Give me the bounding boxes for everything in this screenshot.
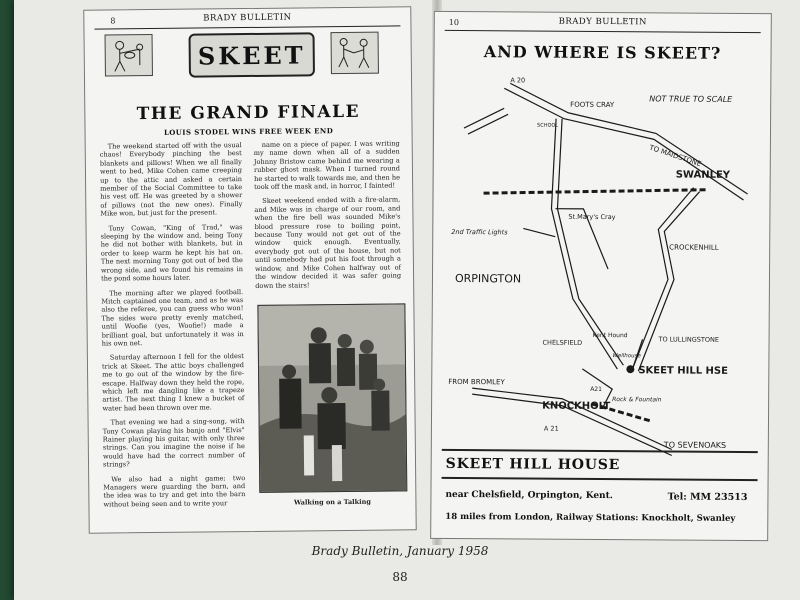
rock-fountain-label: Rock & Fountain [612,396,662,404]
house-distance: 18 miles from London, Railway Stations: Knockholt, Swanley [445,511,736,524]
paragraph: Skeet weekend ended with a fire-alarm, and Mike was in charge of our room, and when the fire bell was sounded Mike's blood pressure rose to boiling point, because Tony would not get out of the window quick enough. Eventually, everybody got out of the house, but not until somebody had put his foot through a window, and Mike Cohen halfway out of the window decided it was safer going down the stairs! [254,195,402,290]
house-address: near Chelsfield, Orpington, Kent. [445,489,613,502]
school-label: SCHOOL [537,122,559,129]
to-sevenoaks-label: TO SEVENOAKS [663,440,727,450]
skeet-hill-marker [626,365,634,373]
road-swanley [638,191,699,371]
a21-lower-label: A 21 [543,424,559,433]
paragraph: We also had a night game; two Managers were guarding the barn, and the idea was to try and get into the barn without being seen and to write your [103,473,246,509]
photo-caption: Walking on a Talking [293,497,371,507]
knockholt-label: KNOCKHOLT [542,400,611,413]
skeet-banner [189,32,315,77]
article-subtitle: LOUIS STODEL WINS FREE WEEK END [163,126,334,137]
bulletin-page-right [430,11,772,541]
paragraph: Tony Cowan, "King of Trad," was sleeping by the window and, being Tony he did not bother with blankets, but in order to keep warm he kept his hat on. The next morning Tony got out of bed the wrong side, and we found his remains in the pond some hours later. [100,222,244,283]
a20-road [504,88,745,200]
paragraph: Saturday afternoon I fell for the oldest trick at Skeet. The attic boys challenged me to go out of the window by the fire-escape. Halfway down they held the rope, which left me dangling like a trapeze artist. The next thing I knew a bucket of water had been thrown over me. [101,352,245,413]
kent-hound-label: Kent Hound [592,331,628,340]
railway-line [484,188,706,195]
running-head: BRADY BULLETIN [203,12,292,24]
traffic-lights-label: 2nd Traffic Lights [451,227,508,237]
orpington-label: ORPINGTON [454,271,522,286]
from-bromley-label: FROM BROMLEY [448,377,505,387]
dancers-cartoon [331,32,379,75]
house-name: SKEET HILL HOUSE [445,455,621,474]
a20-label: A 20 [510,76,526,85]
bulletin-page-left [83,6,416,533]
footer-rule [442,477,758,481]
map-title: AND WHERE IS SKEET? [483,42,722,63]
road-map [442,68,763,460]
crockenhill-label: CROCKENHILL [669,243,719,252]
a21-upper-label: A21 [590,385,602,394]
header-rule [94,25,400,29]
foots-cray-label: FOOTS CRAY [570,100,615,110]
swanley-label: SWANLEY [675,169,731,181]
page-number: 10 [448,17,459,28]
page-number: 8 [110,16,116,26]
paragraph: name on a piece of paper. I was writing my name down when all of a sudden Johnny Bristow came behind me wearing a rubber ghost mask. When I turned round he started to walk towards me, and then he took off the mask and, in horror, I fainted! [253,139,401,191]
road-to-school [464,108,504,128]
header-rule [445,30,761,33]
chelsfield-label: CHELSFIELD [542,338,583,347]
st-marys-cray-label: St.Mary's Cray [568,212,616,222]
banner-title: SKEET [197,39,306,71]
to-maidstone-label: TO MAIDSTONE [648,143,703,169]
book-page-number: 88 [392,570,408,584]
article-title: THE GRAND FINALE [136,101,361,125]
group-photo [257,303,407,493]
road-traffic-lights [523,228,555,236]
article-column-1 [100,141,246,515]
musicians-cartoon [105,34,153,77]
article-column-2 [254,139,402,295]
road-to-school [468,114,508,134]
running-head: BRADY BULLETIN [558,16,647,28]
to-lullingstone-label: TO LULLINGSTONE [658,335,720,344]
not-to-scale-label: NOT TRUE TO SCALE [649,94,733,104]
paragraph: The weekend started off with the usual chaos! Everybody pinching the best blankets and pillows! When we all finally went to bed, Mike Cohen came creeping up to the attic and asked a certain member of the Social Committee to take his vest off. He was greeted by a shower of pillows (not the new ones). Finally Mike won, but just for the present. [99,141,243,218]
paragraph: That evening we had a sing-song, with Tony Cowan playing his banjo and "Elvis" Rainer playing his guitar, with only three strings. Can you imagine the noise if he would have had the correct number of strings? [102,417,245,469]
wellhouse-label: Wellhouse [612,353,641,360]
paragraph: The morning after we played football. Mitch captained one team, and as he was also the referee, you can guess who won! The sides were pretty evenly matched, until Woofie (yes, Woofie!) made a brilliant goal, but unfortunately it was in his own net. [101,287,244,348]
house-telephone: Tel: MM 23513 [667,491,748,504]
book-caption: Brady Bulletin, January 1958 [311,544,489,558]
skeet-hill-label: SKEET HILL HSE [638,365,729,377]
